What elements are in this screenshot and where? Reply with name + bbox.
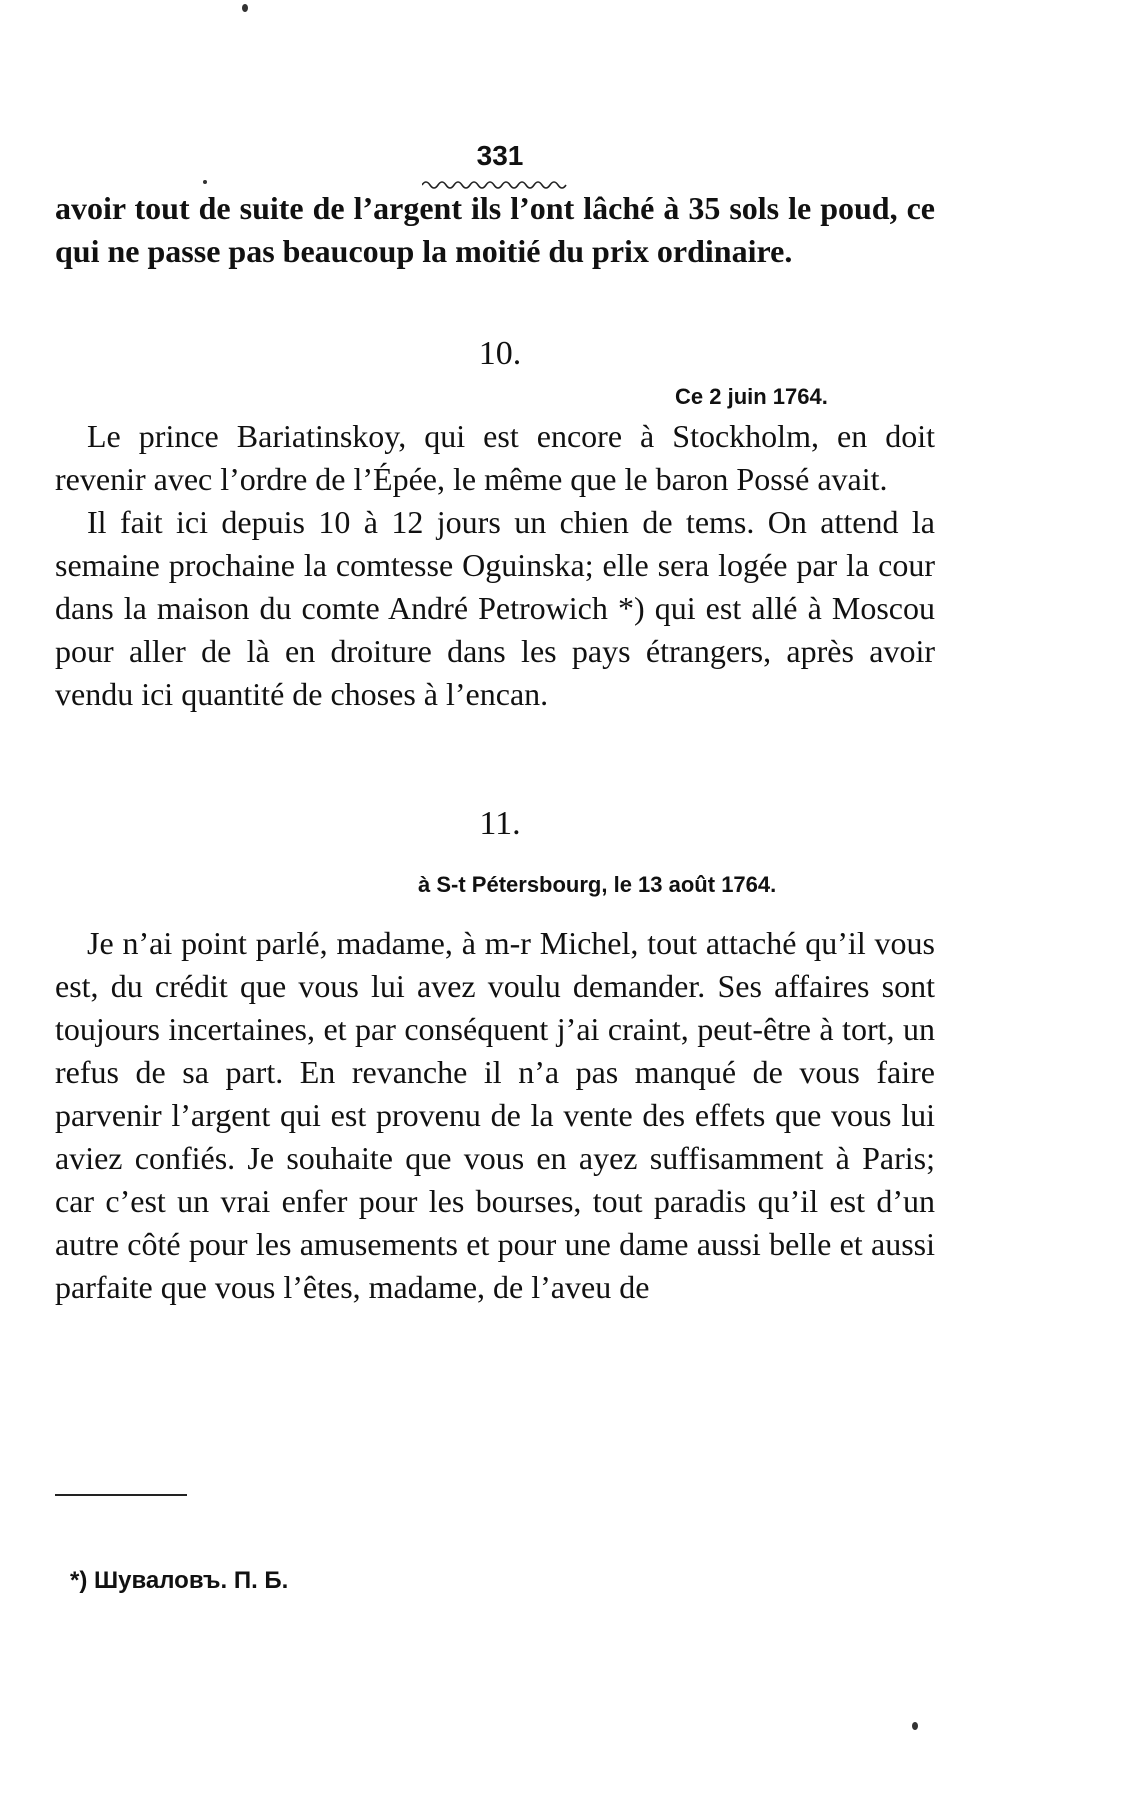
letter-10-paragraph-1: Le prince Bariatinskoy, qui est encore à Stockholm, en doit revenir avec l’ordre de l’Épée, le même que le baron Possé avait. [55, 418, 935, 497]
scan-speck [912, 1722, 918, 1730]
scan-speck [203, 180, 207, 184]
letter-number-11: 11. [479, 805, 521, 842]
letter-11-paragraph-1: Je n’ai point parlé, madame, à m-r Michel, tout attaché qu’il vous est, du crédit que vous lui avez voulu demander. Ses affaires sont toujours incertaines, et par conséquent j’ai craint, peut-être à tort, un refus de sa part. En revanche il n’a pas manqué de vous faire parvenir l’argent qui est provenu de la vente des effets que vous lui aviez confiés. Je souhaite que vous en ayez suffisamment à Paris; car c’est un vrai enfer pour les bourses, tout paradis qu’il est d’un autre côté pour les amusements et pour une dame aussi belle et aussi parfaite que vous l’êtes, madame, de l’aveu de [55, 925, 935, 1305]
letter-10-paragraph-2: Il fait ici depuis 10 à 12 jours un chien de tems. On attend la semaine prochaine la comtesse Oguinska; elle sera logée par la cour dans la maison du comte André Petrowich *) qui est allé à Moscou pour aller de là en droiture dans les pays étrangers, après avoir vendu ici quantité de choses à l’encan. [55, 504, 935, 712]
letter-11-dateline: à S-t Pétersbourg, le 13 août 1764. [418, 872, 777, 897]
letter-number-10: 10. [478, 335, 522, 372]
intro-paragraph [55, 187, 935, 273]
intro-text: avoir tout de suite de l’argent ils l’ont lâché à 35 sols le poud, ce qui ne passe pas beaucoup la moitié du prix ordinaire. [55, 190, 935, 269]
footnote-rule [55, 1494, 187, 1496]
letter-10-dateline: Ce 2 juin 1764. [675, 384, 828, 409]
scan-speck [242, 4, 248, 12]
footnote: *) Шуваловъ. П. Б. [70, 1567, 289, 1594]
letter-11-body [55, 922, 935, 1309]
letter-10-body [55, 415, 935, 716]
page-number: 331 [476, 140, 524, 171]
